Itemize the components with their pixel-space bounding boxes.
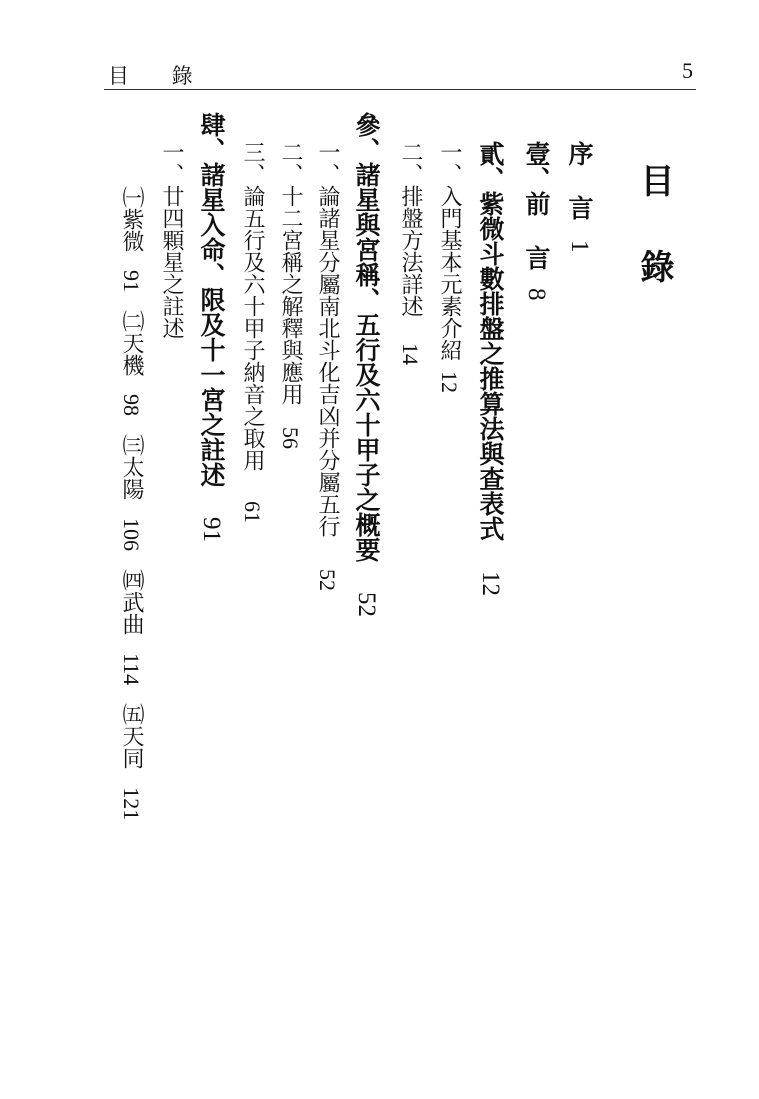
toc-entry-page: 56 — [278, 427, 303, 449]
toc-subitems — [120, 186, 142, 820]
toc-subitem-page: 91 — [119, 270, 144, 292]
toc-subitem-label: ㈡天機 — [119, 310, 144, 376]
toc-subitem-page: 121 — [119, 787, 144, 821]
toc-entry-label: 序 言 — [565, 141, 594, 220]
toc-entry-page: 12 — [437, 371, 462, 393]
toc-entry-page: 8 — [523, 288, 550, 301]
toc-subitem-label: ㈢太陽 — [119, 434, 144, 500]
toc-entry-label: 二、十二宮稱之解釋與應用 — [278, 141, 303, 405]
toc-entry-page: 1 — [566, 240, 593, 253]
running-head-title: 目 錄 — [108, 64, 211, 88]
toc-entry-section — [316, 141, 338, 591]
toc-entry-label: 壹、前 言 — [522, 141, 551, 270]
toc-entry-section — [438, 141, 460, 393]
toc-entry-section — [241, 141, 263, 523]
toc-entry-label: 三、論五行及六十甲子納音之取用 — [240, 141, 265, 471]
toc-title: 目 錄 — [634, 163, 674, 289]
page-number: 5 — [682, 58, 693, 83]
toc-entry-chapter-4 — [199, 112, 224, 542]
toc-entry-label: 貳、紫微斗數排盤之推算法與查表式 — [476, 141, 505, 541]
toc-entry-label: 一、論諸星分屬南北斗化吉凶并分屬五行 — [315, 141, 340, 537]
toc-subitem-page: 98 — [119, 394, 144, 416]
toc-entry-page: 52 — [353, 592, 380, 617]
toc-entry-chapter-3 — [354, 112, 379, 617]
toc-entry-chapter-2 — [478, 141, 503, 596]
toc-entry-section — [279, 141, 301, 449]
toc-subitem-page: 106 — [119, 518, 144, 551]
toc-subitem-label: ㈤天同 — [119, 703, 144, 770]
toc-entry-preface — [567, 141, 592, 253]
toc-entry-label: 參、諸星與宮稱、五行及六十甲子之概要 — [352, 112, 381, 562]
toc-entry-page: 91 — [198, 517, 225, 542]
toc-subitem-page: 114 — [119, 653, 144, 686]
toc-subitem-label: ㈣武曲 — [119, 569, 144, 635]
toc-entry-label: 一、入門基本元素介紹 — [437, 141, 462, 361]
toc-entry-page: 14 — [398, 343, 423, 365]
toc-entry-label: 肆、諸星入命、限及十一宮之註述 — [197, 112, 226, 487]
toc-entry-page: 12 — [477, 571, 504, 596]
toc-entry-section — [399, 141, 421, 365]
toc-entry-label: 一、廿四顆星之註述 — [159, 141, 184, 339]
toc-entry-label: 二、排盤方法詳述 — [398, 141, 423, 317]
toc-subitem-label: ㈠紫微 — [119, 186, 144, 252]
toc-entry-chapter-1 — [524, 141, 549, 301]
toc-entry-page: 61 — [240, 501, 265, 523]
header-rule — [104, 89, 696, 90]
toc-entry-section — [160, 141, 182, 339]
toc-entry-page: 52 — [315, 569, 340, 591]
